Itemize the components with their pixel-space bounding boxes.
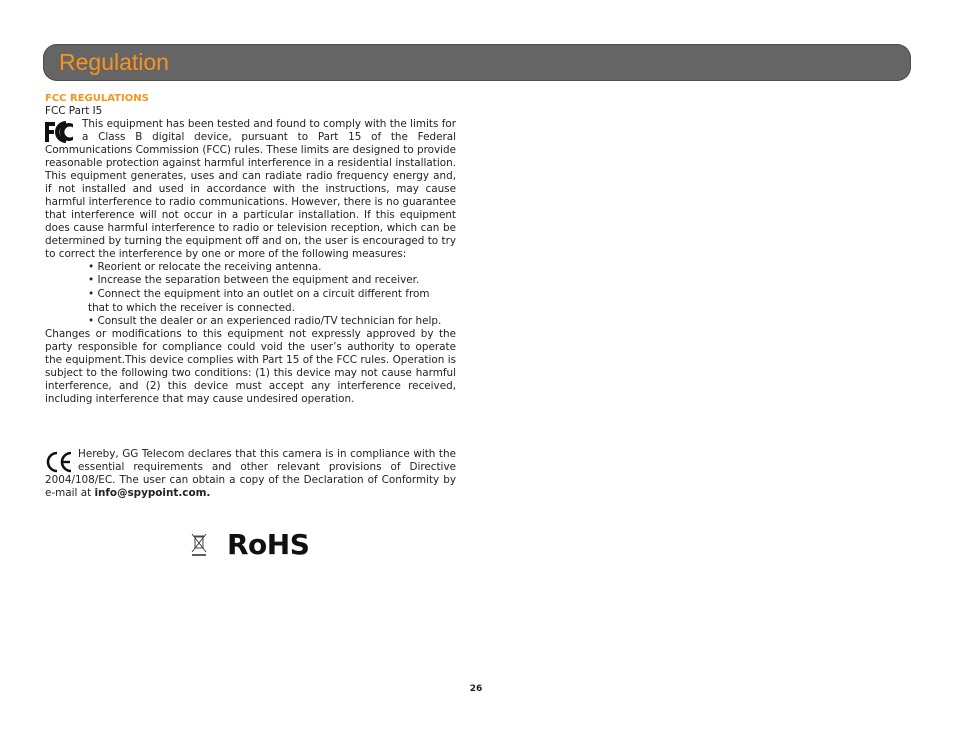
- fcc-measures-list: [45, 261, 456, 328]
- fcc-section-title: FCC REGULATIONS: [45, 93, 149, 104]
- page-number: 26: [469, 684, 483, 694]
- fcc-part: FCC Part I5: [45, 105, 103, 117]
- ce-declaration: Hereby, GG Telecom declares that this camera is in compliance with the essential requirements and other relevant provisions of Directive 2004/108/EC. The user can obtain a copy of the Declaration of Conformity by e-mail at info@spypoint.com.: [45, 448, 456, 499]
- list-item: • Reorient or relocate the receiving antenna.: [88, 261, 322, 273]
- list-item: • Increase the separation between the equipment and receiver.: [88, 274, 420, 286]
- header-bar: [43, 44, 911, 81]
- ce-mark-icon: [45, 451, 73, 473]
- list-item: • Connect the equipment into an outlet on a circuit different from that to which the receiver is connected.: [88, 288, 430, 314]
- list-item: • Consult the dealer or an experienced radio/TV technician for help.: [88, 315, 442, 327]
- fcc-paragraph-1: This equipment has been tested and found to comply with the limits for a Class B digital device, pursuant to Part 15 of the Federal Communications Commission (FCC) rules. These limits are designed to provide reasonable protection against harmful interference in a residential installation. This equipment generates, uses and can radiate radio frequency energy and, if not installed and used in accordance with the instructions, may cause harmful interference to radio communications. However, there is no guarantee that interference will not occur in a particular installation. If this equipment does cause harmful interference to radio or television reception, which can be determined by turning the equipment off and on, the user is encouraged to try to correct the interference by one or more of the following measures:: [45, 118, 456, 260]
- rohs-marks: [190, 530, 310, 560]
- ce-section: [45, 448, 456, 500]
- page-title: Regulation: [59, 49, 169, 75]
- rohs-label: RoHS: [227, 528, 310, 561]
- contact-email: info@spypoint.com.: [94, 487, 211, 499]
- fcc-section: [45, 92, 456, 406]
- fcc-paragraph-2: Changes or modifications to this equipment not expressly approved by the party responsible for compliance could void the user’s authority to operate the equipment.This device complies with Part 15 of the FCC rules. Operation is subject to the following two conditions: (1) this device may not cause harmful interference, and (2) this device must accept any interference received, including interference that may cause undesired operation.: [45, 328, 456, 405]
- fcc-logo-icon: [44, 120, 77, 144]
